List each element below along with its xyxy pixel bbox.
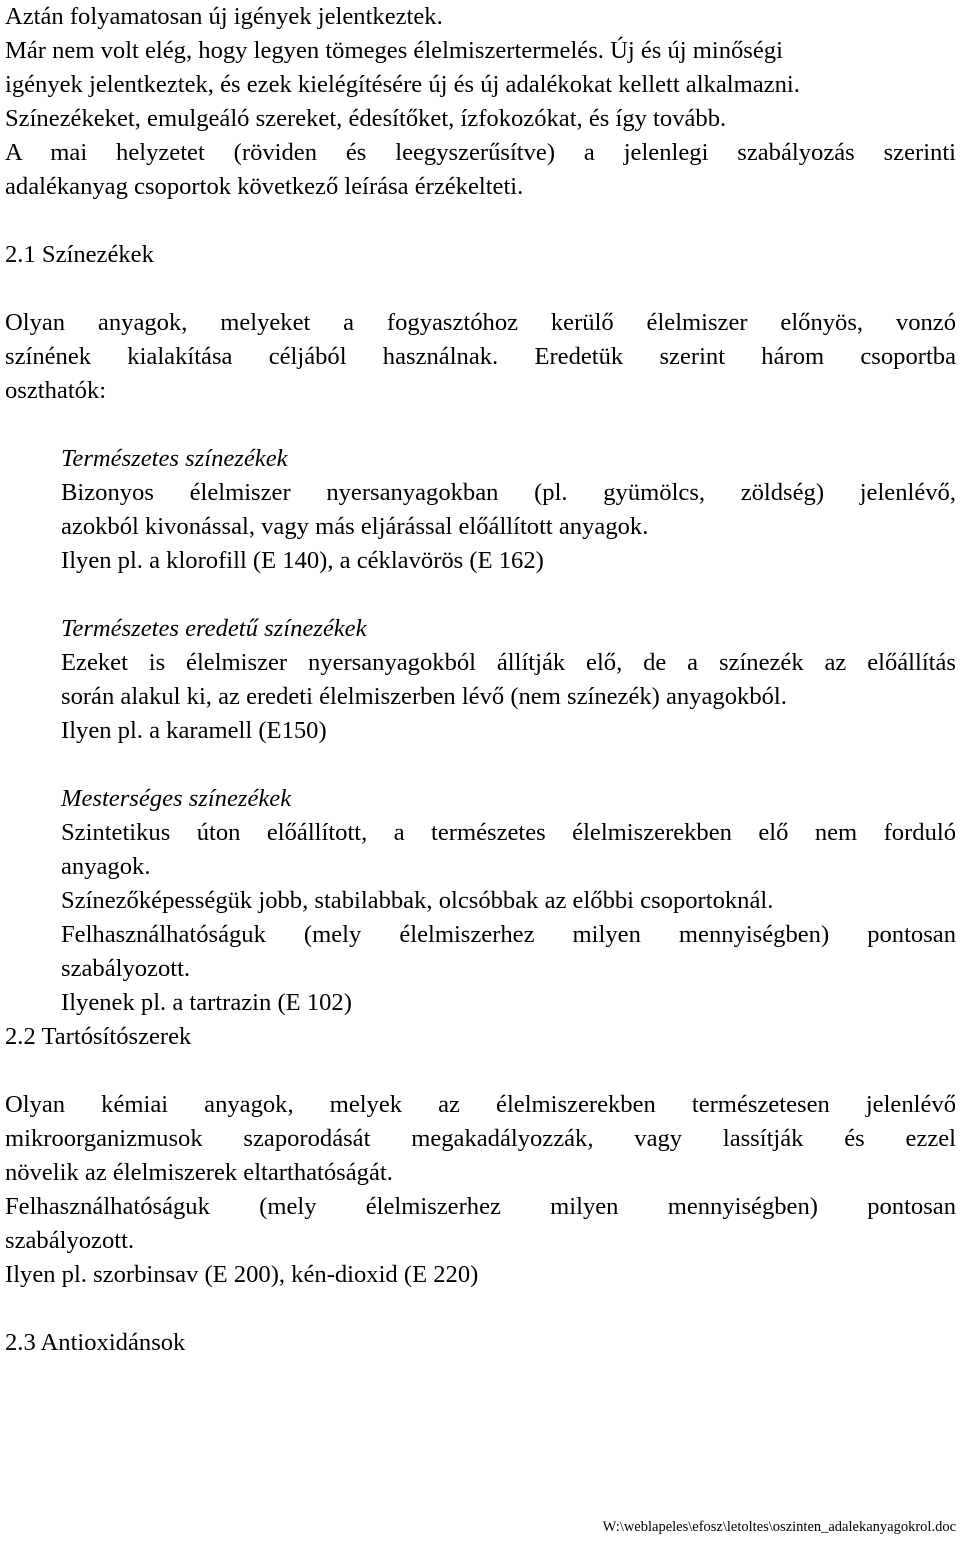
body-line: szabályozott. xyxy=(61,955,191,982)
artificial-colorants-block xyxy=(5,782,956,1020)
document-page xyxy=(5,0,956,1360)
body-line: Olyan kémiai anyagok, melyek az élelmiszerekben természetesen jelenlévő xyxy=(5,1091,956,1118)
body-line: Szintetikus úton előállított, a természetes élelmiszerekben elő nem forduló xyxy=(61,819,956,846)
intro-line: adalékanyag csoportok következő leírása érzékelteti. xyxy=(5,173,524,200)
footer-file-path: W:\weblapeles\efosz\letoltes\oszinten_adalekanyagokrol.doc xyxy=(602,1519,956,1535)
body-line: Ezeket is élelmiszer nyersanyagokból állítják elő, de a színezék az előállítás xyxy=(61,649,956,676)
body-line: oszthatók: xyxy=(5,377,107,404)
body-line: azokból kivonással, vagy más eljárással előállított anyagok. xyxy=(61,513,649,540)
body-line: színének kialakítása céljából használnak. Eredetük szerint három csoportba xyxy=(5,343,956,370)
body-line: Ilyen pl. szorbinsav (E 200), kén-dioxid (E 220) xyxy=(5,1261,479,1288)
body-line: során alakul ki, az eredeti élelmiszerben lévő (nem színezék) anyagokból. xyxy=(61,683,787,710)
body-line: növelik az élelmiszerek eltarthatóságát. xyxy=(5,1159,393,1186)
subsection-title: Mesterséges színezékek xyxy=(61,785,292,812)
intro-line: igények jelentkeztek, és ezek kielégítésére új és új adalékokat kellett alkalmazni. xyxy=(5,71,800,98)
subsection-title: Természetes színezékek xyxy=(61,445,288,472)
body-line: mikroorganizmusok szaporodását megakadályozzák, vagy lassítják és ezzel xyxy=(5,1125,956,1152)
section-heading-2-2: 2.2 Tartósítószerek xyxy=(5,1023,192,1050)
intro-line: Színezékeket, emulgeáló szereket, édesítőket, ízfokozókat, és így tovább. xyxy=(5,105,727,132)
section-heading-2-3: 2.3 Antioxidánsok xyxy=(5,1329,186,1356)
section-2-2-paragraph xyxy=(5,1088,956,1292)
body-line: anyagok. xyxy=(61,853,151,880)
body-line: Bizonyos élelmiszer nyersanyagokban (pl. gyümölcs, zöldség) jelenlévő, xyxy=(61,479,956,506)
body-line: Színezőképességük jobb, stabilabbak, olcsóbbak az előbbi csoportoknál. xyxy=(61,887,774,914)
natural-origin-colorants-block xyxy=(5,612,956,748)
body-line: Felhasználhatóságuk (mely élelmiszerhez milyen mennyiségben) pontosan xyxy=(5,1193,956,1220)
section-2-1-paragraph xyxy=(5,306,956,408)
body-line: Felhasználhatóságuk (mely élelmiszerhez milyen mennyiségben) pontosan xyxy=(61,921,956,948)
intro-line: Aztán folyamatosan új igények jelentkeztek. xyxy=(5,3,443,30)
body-line: Olyan anyagok, melyeket a fogyasztóhoz kerülő élelmiszer előnyös, vonzó xyxy=(5,309,956,336)
subsection-title: Természetes eredetű színezékek xyxy=(61,615,367,642)
intro-line: A mai helyzetet (röviden és leegyszerűsítve) a jelenlegi szabályozás szerinti xyxy=(5,139,956,166)
body-line: Ilyen pl. a klorofill (E 140), a céklavörös (E 162) xyxy=(61,547,544,574)
intro-paragraph xyxy=(5,0,956,204)
section-heading-2-1: 2.1 Színezékek xyxy=(5,241,154,268)
body-line: Ilyenek pl. a tartrazin (E 102) xyxy=(61,989,352,1016)
intro-line: Már nem volt elég, hogy legyen tömeges élelmiszertermelés. Új és új minőségi xyxy=(5,37,783,64)
body-line: szabályozott. xyxy=(5,1227,135,1254)
natural-colorants-block xyxy=(5,442,956,578)
body-line: Ilyen pl. a karamell (E150) xyxy=(61,717,327,744)
